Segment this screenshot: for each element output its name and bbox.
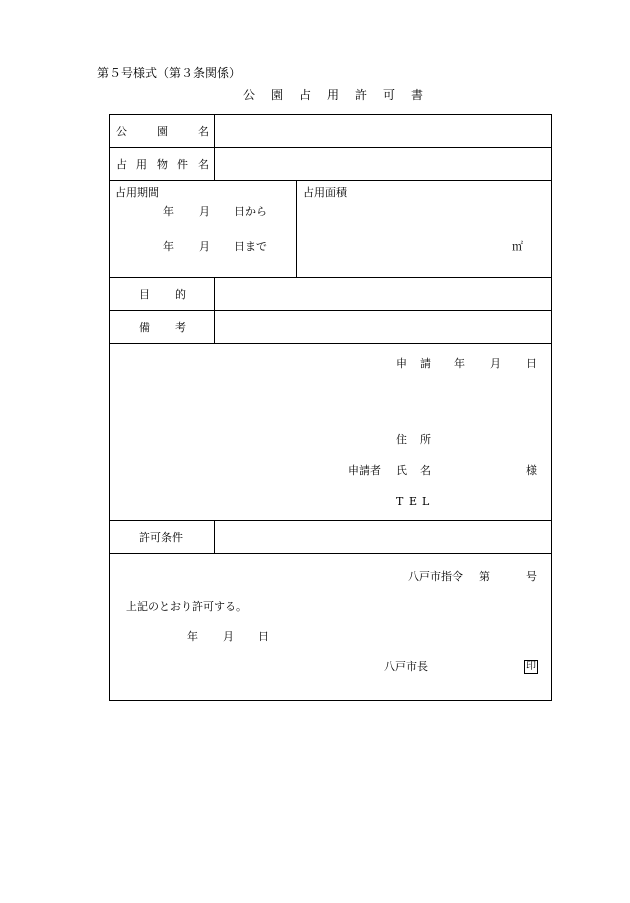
period-from-year: 年 <box>163 205 174 218</box>
row-divider <box>110 147 551 148</box>
name-label-char: 氏 <box>396 464 407 477</box>
remarks-label-char: 備 <box>139 321 150 334</box>
permit-statement: 上記のとおり許可する。 <box>126 600 247 613</box>
title-char: 用 <box>327 88 340 102</box>
mayor-label: 八戸市長 <box>384 660 428 673</box>
column-divider <box>296 180 297 277</box>
apply-label-char: 申 <box>396 357 407 370</box>
directive-dai: 第 <box>479 570 490 583</box>
directive-go: 号 <box>526 570 537 583</box>
period-to-month: 月 <box>199 240 210 253</box>
row-divider <box>110 343 551 344</box>
title-char: 可 <box>383 88 396 102</box>
park-name-label-char: 園 <box>157 125 168 138</box>
occupied-item-label-char: 物 <box>157 158 168 171</box>
occupied-item-field[interactable] <box>216 149 550 179</box>
address-label-char: 住 <box>396 433 407 446</box>
apply-date-year: 年 <box>454 357 465 370</box>
apply-date-day: 日 <box>526 357 537 370</box>
period-from-day: 日から <box>234 205 267 218</box>
applicant-label: 申請者 <box>348 464 381 477</box>
title-char: 公 <box>243 88 256 102</box>
purpose-field[interactable] <box>216 279 550 309</box>
apply-date-month: 月 <box>490 357 501 370</box>
period-from-month: 月 <box>199 205 210 218</box>
tel-label-char: L <box>422 495 430 508</box>
park-name-label-char: 公 <box>116 125 127 138</box>
title-char: 園 <box>271 88 284 102</box>
tel-label-char: E <box>409 495 418 508</box>
seal-mark: 印 <box>526 661 536 672</box>
area-field[interactable] <box>298 203 508 263</box>
apply-label-char: 請 <box>420 357 431 370</box>
occupied-item-label-char: 件 <box>177 158 188 171</box>
conditions-field[interactable] <box>216 522 550 552</box>
period-label: 占用期間 <box>115 186 159 199</box>
column-divider <box>214 277 215 343</box>
row-divider <box>110 180 551 181</box>
park-name-label-char: 名 <box>198 125 209 138</box>
conditions-label: 許可条件 <box>139 531 183 544</box>
title-char: 書 <box>411 88 424 102</box>
period-to-year: 年 <box>163 240 174 253</box>
permit-date-year: 年 <box>187 630 198 643</box>
address-label-char: 所 <box>420 433 431 446</box>
area-label: 占用面積 <box>303 186 347 199</box>
purpose-label-char: 的 <box>175 288 186 301</box>
form-number: 第５号様式（第３条関係） <box>97 66 242 80</box>
permit-form-table <box>109 114 552 701</box>
occupied-item-label-char: 名 <box>198 158 209 171</box>
column-divider <box>214 115 215 180</box>
name-label-char: 名 <box>420 464 431 477</box>
occupied-item-label-char: 占 <box>116 158 127 171</box>
purpose-label-char: 目 <box>139 288 150 301</box>
row-divider <box>110 310 551 311</box>
park-name-field[interactable] <box>216 116 550 146</box>
period-to-day: 日まで <box>234 240 267 253</box>
area-unit: ㎡ <box>512 240 523 253</box>
title-char: 許 <box>355 88 368 102</box>
remarks-field[interactable] <box>216 312 550 342</box>
title-char: 占 <box>299 88 312 102</box>
remarks-label-char: 考 <box>175 321 186 334</box>
row-divider <box>110 553 551 554</box>
honorific: 様 <box>526 464 537 477</box>
occupied-item-label-char: 用 <box>136 158 147 171</box>
row-divider <box>110 277 551 278</box>
permit-date-day: 日 <box>258 630 269 643</box>
permit-date-month: 月 <box>223 630 234 643</box>
column-divider <box>214 520 215 553</box>
directive-label: 八戸市指令 <box>408 570 463 583</box>
tel-label-char: T <box>396 495 404 508</box>
row-divider <box>110 520 551 521</box>
